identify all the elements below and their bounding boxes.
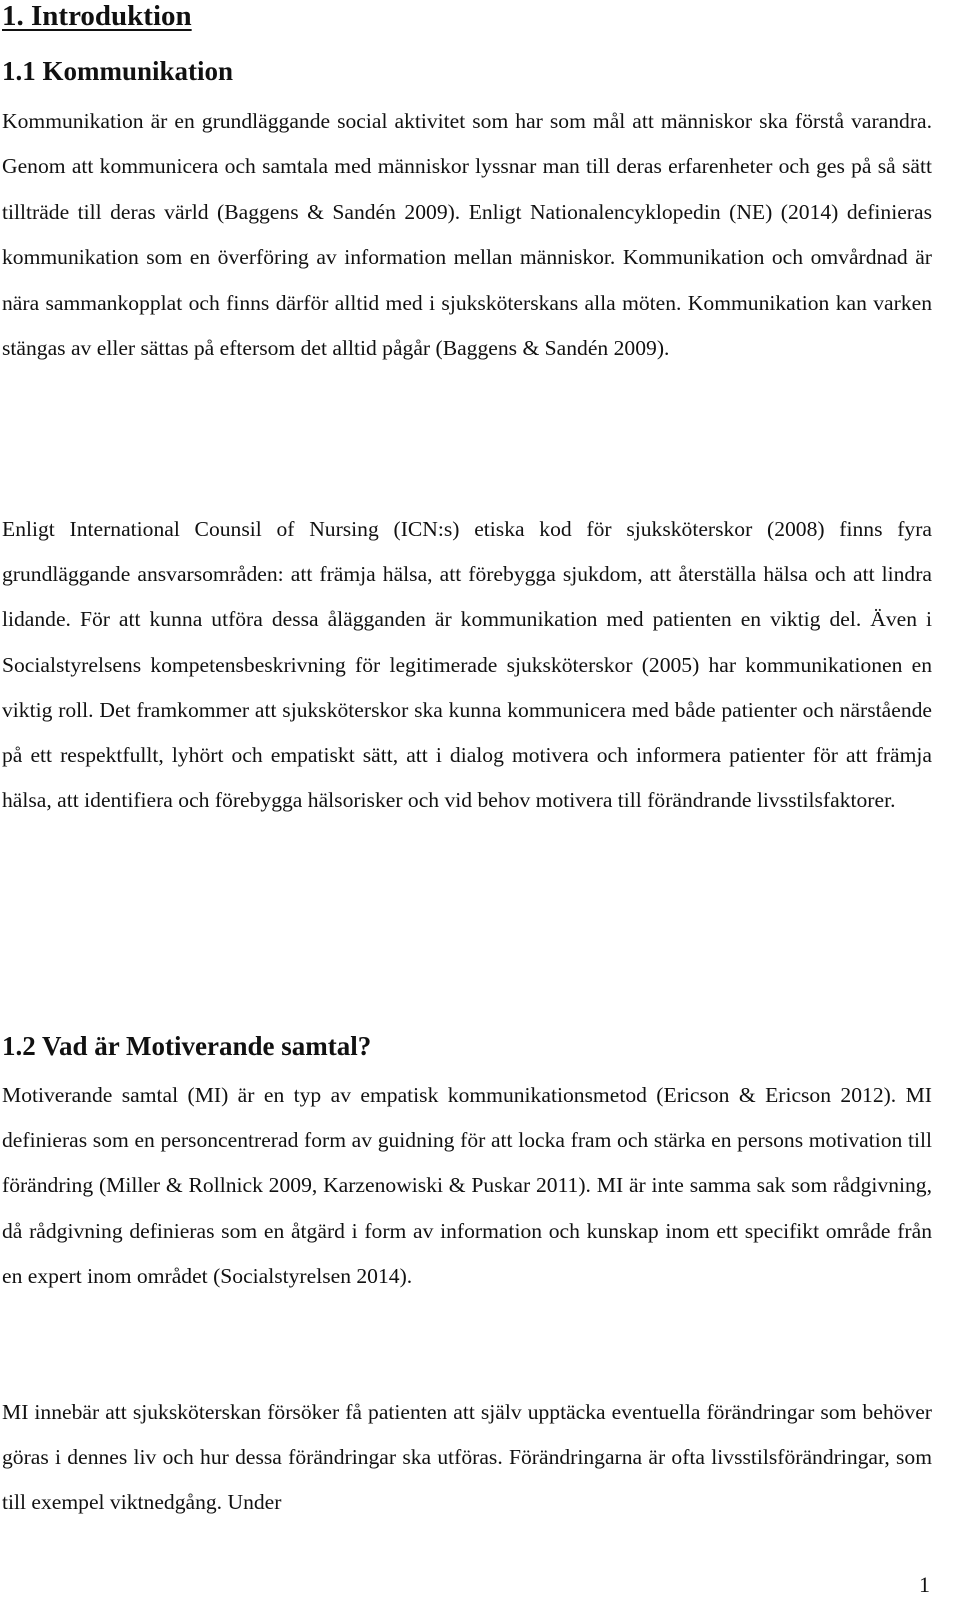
page-number: 1 <box>919 1572 930 1597</box>
paragraph: Kommunikation är en grundläggande social aktivitet som har som mål att människor ska förstå varandra. Genom att kommunicera och samtala med människor lyssnar man till deras erfarenheter och ges på så sätt tillträde till deras värld (Baggens & Sandén 2009). Enligt Nationalencyklopedin (NE) (2014) definieras kommunikation som en överföring av information mellan människor. Kommunikation och omvårdnad är nära sammankopplat och finns därför alltid med i sjuksköterskans alla möten. Kommunikation kan varken stängas av eller sättas på eftersom det alltid pågår (Baggens & Sandén 2009). <box>2 109 932 361</box>
paragraph: Enligt International Counsil of Nursing (ICN:s) etiska kod för sjuksköterskor (2008) finns fyra grundläggande ansvarsområden: att främja hälsa, att förebygga sjukdom, att återställa hälsa och att lindra lidande. För att kunna utföra dessa ålägganden är kommunikation med patienten en viktig del. Även i Socialstyrelsens kompetensbeskrivning för legitimerade sjuksköterskor (2005) har kommunikationen en viktig roll. Det framkommer att sjuksköterskor ska kunna kommunicera med både patienter och närstående på ett respektfullt, lyhört och empatiskt sätt, att i dialog motivera och informera patienter för att främja hälsa, att identifiera och förebygga hälsorisker och vid behov motivera till förändrande livsstilsfaktorer. <box>2 517 932 813</box>
paragraph: MI innebär att sjuksköterskan försöker få patienten att själv upptäcka eventuella förändringar som behöver göras i dennes liv och hur dessa förändringar ska utföras. Förändringarna är ofta livsstilsförändringar, som till exempel viktnedgång. Under <box>2 1400 932 1515</box>
paragraph: Motiverande samtal (MI) är en typ av empatisk kommunikationsmetod (Ericson & Ericson 2012). MI definieras som en personcentrerad form av guidning för att locka fram och stärka en persons motivation till förändring (Miller & Rollnick 2009, Karzenowiski & Puskar 2011). MI är inte samma sak som rådgivning, då rådgivning definieras som en åtgärd i form av information och kunskap inom ett specifikt område från en expert inom området (Socialstyrelsen 2014). <box>2 1083 932 1288</box>
section-title-motiverande-samtal: 1.2 Vad är Motiverande samtal? <box>2 1031 372 1061</box>
chapter-title: 1. Introduktion <box>2 0 192 32</box>
section-title-kommunikation: 1.1 Kommunikation <box>2 56 234 86</box>
